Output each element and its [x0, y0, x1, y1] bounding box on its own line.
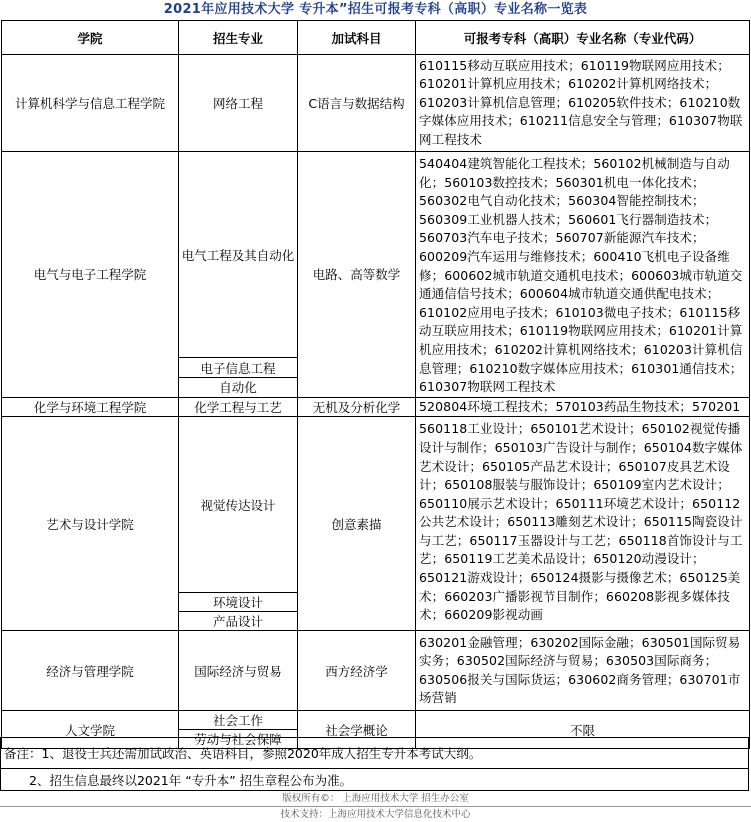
page-title: 2021年应用技术大学 专升本”招生可报考专科（高职）专业名称一览表 [163, 2, 588, 17]
eligible-majors-cell: 560118工业设计；650101艺术设计；650102视觉传播设计与制作；650103广告设计与制作；650104数字媒体艺术设计；650105产品艺术设计；650107皮具艺术设计；650108服装与服饰设计；650109室内艺术设计；650110展示艺术设计；650111环境艺术设计；650112公共艺术设计；650113雕刻艺术设计；650115陶瓷设计与工艺；650117玉器设计与工艺；650118首饰设计与工艺；650119工艺美术品设计；650120动漫设计；650121游戏设计；650124摄影与摄像艺术；650125美术；660203广播影视节目制作；660208影视多媒体技术；660209影视动画 [416, 417, 750, 631]
eligible-majors-cell: 630201金融管理；630202国际金融；630501国际贸易实务；630502国际经济与贸易；630503国际商务；630506报关与国际货运；630602商务管理；630701市场营销 [416, 631, 750, 711]
major-cell: 网络工程 [179, 55, 298, 152]
major-cell: 国际经济与贸易 [179, 631, 298, 711]
major-cell: 电子信息工程 [179, 358, 298, 378]
table-row [2, 152, 750, 358]
eligible-majors-cell: 520804环境工程技术；570103药品生物技术；570201 [416, 397, 750, 417]
footer-copyright: 版权所有©： 上海应用技术大学 招生办公室 [282, 793, 469, 804]
college-cell: 经济与管理学院 [2, 631, 179, 711]
major-cell: 化学工程与工艺 [179, 397, 298, 417]
header-exam: 加试科目 [298, 21, 416, 55]
table-row [2, 711, 750, 730]
major-cell: 环境设计 [179, 593, 298, 612]
header-eligible-majors: 可报考专科（高职）专业名称（专业代码） [416, 21, 750, 55]
exam-cell: 创意素描 [298, 417, 416, 631]
footer-support: 技术支持：上海应用技术大学信息化技术中心 [0, 806, 751, 822]
table-row [2, 397, 750, 417]
college-cell: 艺术与设计学院 [2, 417, 179, 631]
eligible-majors-cell: 不限 [416, 711, 750, 749]
table-row [2, 631, 750, 711]
college-cell: 人文学院 [2, 711, 179, 749]
note-line-2: 2、招生信息最终以2021年 “专升本” 招生章程公布为准。 [0, 768, 749, 791]
major-cell: 电气工程及其自动化 [179, 152, 298, 358]
college-cell: 电气与电子工程学院 [2, 152, 179, 398]
table-row [2, 55, 750, 152]
college-cell: 化学与环境工程学院 [2, 397, 179, 417]
eligible-majors-cell: 540404建筑智能化工程技术；560102机械制造与自动化；560103数控技术；560301机电一体化技术；560302电气自动化技术；560304智能控制技术；560309工业机器人技术；560601飞行器制造技术；560703汽车电子技术；560707新能源汽车技术；600209汽车运用与维修技术；600410飞机电子设备维修；600602城市轨道交通机电技术；600603城市轨道交通通信信号技术；600604城市轨道交通供配电技术；610102应用电子技术；610103微电子技术；610115移动互联应用技术；610119物联网应用技术；610201计算机应用技术；610202计算机网络技术；610203计算机信息管理；610210数字媒体应用技术；610301通信技术；610307物联网工程技术 [416, 152, 750, 398]
table-header-row [2, 21, 750, 55]
exam-cell: 社会学概论 [298, 711, 416, 749]
major-cell: 视觉传达设计 [179, 417, 298, 593]
note-line-1: 备注：1、退役士兵还需加试政治、英语科目，参照2020年成人招生专升本考试大纲。 [0, 737, 749, 768]
exam-cell: 无机及分析化学 [298, 397, 416, 417]
major-cell: 产品设计 [179, 612, 298, 631]
header-major: 招生专业 [179, 21, 298, 55]
major-cell: 社会工作 [179, 711, 298, 730]
table-row [2, 417, 750, 593]
college-cell: 计算机科学与信息工程学院 [2, 55, 179, 152]
majors-table [1, 20, 750, 749]
eligible-majors-cell: 610115移动互联应用技术；610119物联网应用技术；610201计算机应用技术；610202计算机网络技术；610203计算机信息管理；610205软件技术；610210数字媒体应用技术；610211信息安全与管理；610307物联网工程技术 [416, 55, 750, 152]
header-college: 学院 [2, 21, 179, 55]
major-cell: 劳动与社会保障 [179, 730, 298, 749]
major-cell: 自动化 [179, 378, 298, 398]
exam-cell: 电路、高等数学 [298, 152, 416, 398]
exam-cell: C语言与数据结构 [298, 55, 416, 152]
exam-cell: 西方经济学 [298, 631, 416, 711]
